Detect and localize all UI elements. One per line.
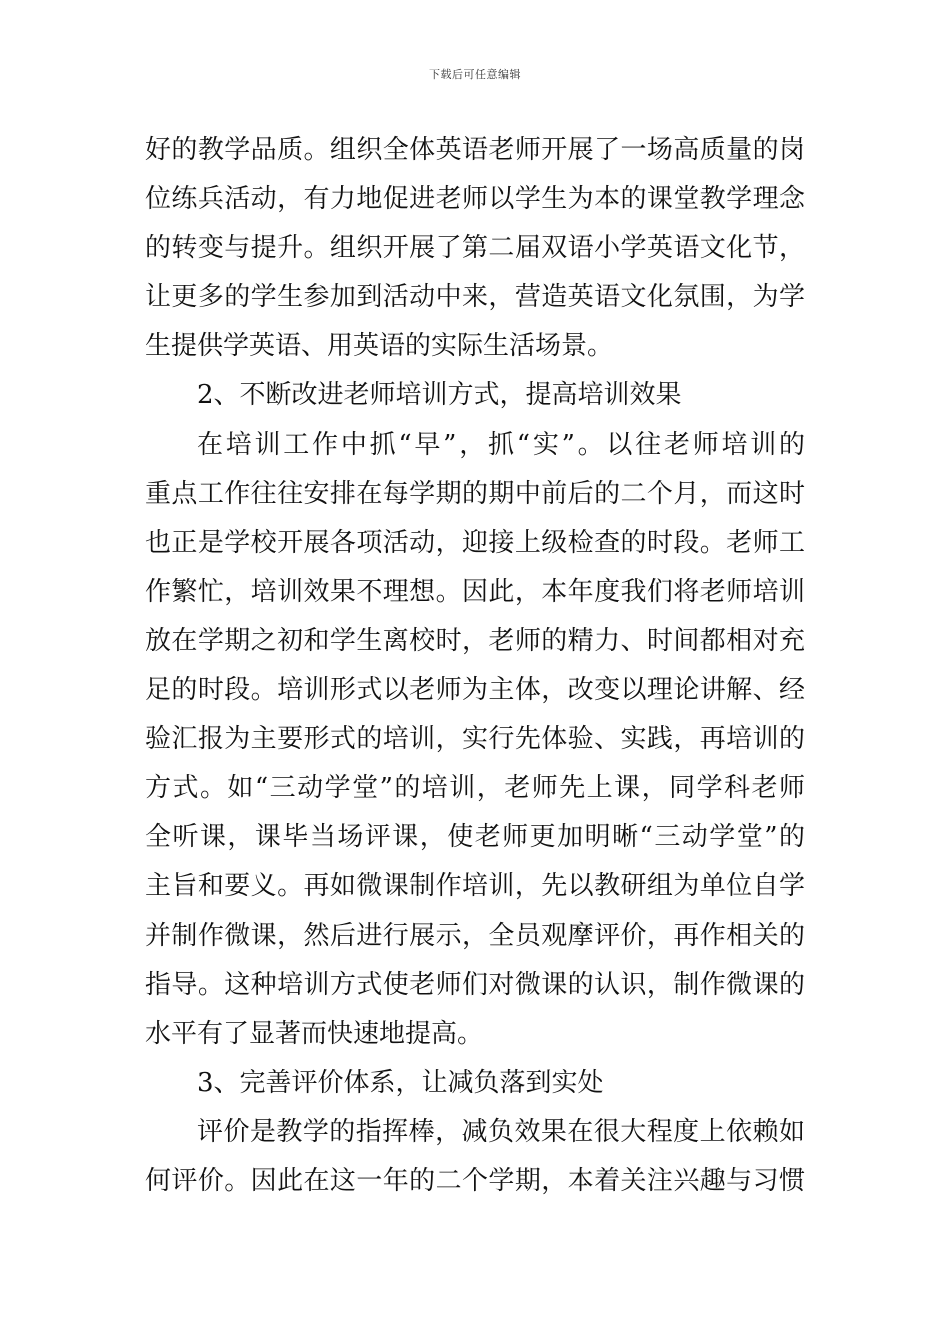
text-line: 让更多的学生参加到活动中来，营造英语文化氛围，为学 — [145, 282, 805, 313]
paragraph-first-line: 在培训工作中抓“早”，抓“实”。以往老师培训的 — [197, 429, 805, 460]
text-line: 全听课，课毕当场评课，使老师更加明晰“三动学堂”的 — [145, 822, 805, 853]
text-line: 指导。这种培训方式使老师们对微课的认识，制作微课的 — [145, 969, 805, 1000]
text-line: 主旨和要义。再如微课制作培训，先以教研组为单位自学 — [145, 871, 805, 902]
document-body — [145, 126, 805, 1206]
section-heading-2: 2、不断改进老师培训方式，提高培训效果 — [197, 380, 682, 411]
text-line: 重点工作往往安排在每学期的期中前后的二个月，而这时 — [145, 478, 805, 509]
text-line: 并制作微课，然后进行展示，全员观摩评价，再作相关的 — [145, 920, 805, 951]
text-line: 何评价。因此在这一年的二个学期，本着关注兴趣与习惯 — [145, 1165, 805, 1196]
text-line: 好的教学品质。组织全体英语老师开展了一场高质量的岗 — [145, 135, 805, 165]
text-line: 生提供学英语、用英语的实际生活场景。 — [145, 331, 614, 362]
page-header: 下载后可任意编辑 — [429, 68, 521, 81]
text-line: 放在学期之初和学生离校时，老师的精力、时间都相对充 — [145, 625, 805, 656]
text-line: 方式。如“三动学堂”的培训，老师先上课，同学科老师 — [145, 773, 805, 804]
text-line: 的转变与提升。组织开展了第二届双语小学英语文化节， — [145, 233, 805, 264]
text-line: 位练兵活动，有力地促进老师以学生为本的课堂教学理念 — [145, 184, 805, 215]
text-line: 足的时段。培训形式以老师为主体，改变以理论讲解、经 — [145, 675, 805, 706]
paragraph-first-line: 评价是教学的指挥棒，减负效果在很大程度上依赖如 — [197, 1116, 805, 1147]
text-line: 水平有了显著而快速地提高。 — [145, 1018, 484, 1049]
text-line: 作繁忙，培训效果不理想。因此，本年度我们将老师培训 — [145, 576, 805, 607]
section-heading-3: 3、完善评价体系，让减负落到实处 — [197, 1067, 604, 1098]
text-line: 也正是学校开展各项活动，迎接上级检查的时段。老师工 — [145, 527, 805, 558]
text-line: 验汇报为主要形式的培训，实行先体验、实践，再培训的 — [145, 724, 805, 755]
